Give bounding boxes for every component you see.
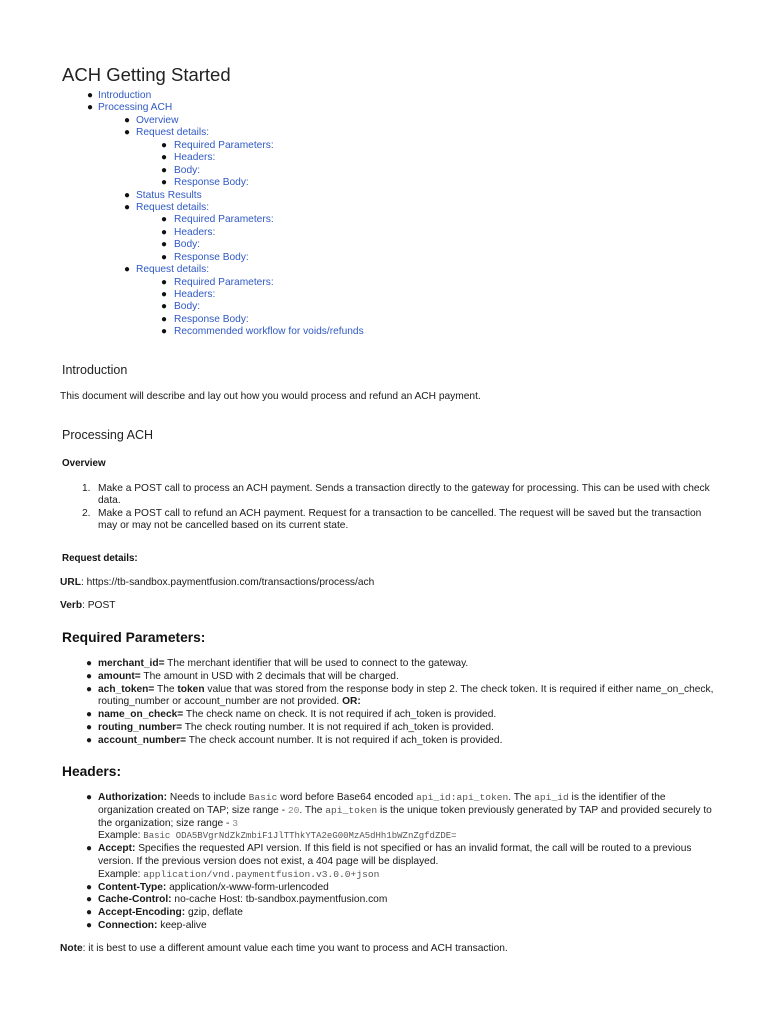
toc-item — [0, 190, 770, 202]
header-label: Content-Type: — [98, 881, 167, 893]
example-label: Example: — [98, 830, 144, 842]
header-value: gzip, deflate — [185, 907, 243, 919]
toc-item — [0, 214, 770, 226]
toc-link[interactable]: Request details: — [136, 201, 210, 213]
toc-item — [0, 202, 770, 214]
toc-link[interactable]: Required Parameters: — [174, 214, 274, 226]
bullet-icon: ● — [161, 177, 168, 189]
parameter-item — [62, 684, 722, 710]
verb-value: : POST — [82, 600, 116, 611]
example-value: application/vnd.paymentfusion.v3.0.0+json — [143, 868, 380, 880]
bullet-icon: ● — [161, 239, 168, 251]
header-text: Specifies the requested API version. If this field is not specified or has an invalid format, the call will be routed to a previous version. If the previous version does not exist, a 404 page will be displayed. — [98, 843, 692, 867]
parameter-description: The check account number. It is not required if ach_token is provided. — [186, 734, 503, 746]
bullet-icon: ● — [86, 670, 93, 682]
toc-link[interactable]: Required Parameters: — [174, 139, 274, 151]
toc-item — [0, 115, 770, 127]
parameter-description: The check routing number. It is not required if ach_token is provided. — [182, 721, 494, 733]
toc-item — [0, 239, 770, 251]
parameter-description: The check name on check. It is not required if ach_token is provided. — [183, 709, 497, 721]
parameter-name: routing_number= — [98, 721, 183, 733]
overview-heading: Overview — [62, 458, 106, 469]
header-label: Accept: — [98, 843, 136, 855]
bullet-icon: ● — [124, 114, 131, 126]
toc-link[interactable]: Request details: — [136, 264, 210, 276]
header-text: is the identifier of the organization created on TAP; size range - — [98, 792, 666, 816]
toc-link[interactable]: Headers: — [174, 152, 216, 164]
step-item — [62, 508, 712, 533]
step-item — [62, 483, 712, 508]
toc-item — [0, 227, 770, 239]
bullet-icon: ● — [161, 276, 168, 288]
bullet-icon: ● — [161, 139, 168, 151]
toc-link[interactable]: Overview — [136, 114, 179, 126]
note-text: : it is best to use a different amount value each time you want to process and ACH transaction. — [82, 943, 508, 954]
toc-link[interactable]: Response Body: — [174, 313, 249, 325]
bullet-icon: ● — [86, 881, 93, 893]
bullet-icon: ● — [86, 919, 93, 931]
header-label: Cache-Control: — [98, 894, 172, 906]
toc-item — [0, 314, 770, 326]
toc-item — [0, 165, 770, 177]
toc-item — [0, 152, 770, 164]
bullet-icon: ● — [86, 709, 93, 721]
toc-item — [0, 264, 770, 276]
bullet-icon: ● — [87, 90, 94, 101]
bullet-icon: ● — [86, 843, 93, 855]
request-details-heading: Request details: — [62, 553, 138, 564]
toc-link[interactable]: Body: — [174, 301, 201, 313]
header-item-connection — [62, 920, 712, 933]
verb-line — [60, 600, 116, 613]
bullet-icon: ● — [86, 792, 93, 803]
toc-item — [0, 90, 770, 102]
bullet-icon: ● — [161, 326, 168, 338]
header-item-content-type — [62, 882, 712, 895]
page-title: ACH Getting Started — [62, 64, 231, 85]
header-text: word before Base64 encoded — [277, 792, 417, 803]
bullet-icon: ● — [161, 301, 168, 313]
step-number: 1. — [82, 483, 91, 494]
bullet-icon: ● — [86, 907, 93, 919]
toc-link[interactable]: Headers: — [174, 289, 216, 300]
header-item-cache-control — [62, 894, 712, 907]
parameter-item — [62, 735, 722, 748]
parameter-name: ach_token= — [98, 683, 155, 695]
introduction-heading: Introduction — [62, 363, 128, 377]
parameter-name: merchant_id= — [98, 658, 165, 669]
parameter-description: The — [154, 683, 178, 695]
bullet-icon: ● — [124, 201, 131, 213]
header-value: keep-alive — [157, 919, 207, 931]
toc-link[interactable]: Response Body: — [174, 251, 249, 263]
toc-item — [0, 289, 770, 301]
toc-item — [0, 277, 770, 289]
header-label: Accept-Encoding: — [98, 907, 186, 919]
toc-link[interactable]: Headers: — [174, 226, 216, 238]
url-value: : https://tb-sandbox.paymentfusion.com/transactions/process/ach — [80, 577, 375, 588]
step-number: 2. — [82, 507, 91, 519]
parameter-item — [62, 709, 722, 722]
overview-steps — [62, 483, 712, 533]
headers-list — [62, 792, 712, 933]
toc-item — [0, 301, 770, 313]
header-text: is the unique token previously generated by TAP and provided securely to the organization; size range - — [98, 804, 712, 829]
code-snippet: api_token — [325, 804, 378, 816]
toc-item — [0, 102, 770, 114]
parameter-name: name_on_check= — [98, 709, 184, 721]
bullet-icon: ● — [86, 721, 93, 733]
verb-label: Verb — [60, 600, 83, 611]
bullet-icon: ● — [86, 658, 93, 669]
bullet-icon: ● — [161, 152, 168, 164]
step-text: Make a POST call to process an ACH payment. Sends a transaction directly to the gateway for processing. This can be used with check data. — [98, 483, 710, 507]
toc-link[interactable]: Body: — [174, 164, 201, 176]
bullet-icon: ● — [124, 264, 131, 276]
toc-item — [0, 252, 770, 264]
table-of-contents — [0, 90, 770, 339]
bullet-icon: ● — [86, 894, 93, 906]
header-text: . The — [299, 804, 326, 816]
example-label: Example: — [98, 868, 144, 880]
step-text: Make a POST call to refund an ACH payment. Request for a transaction to be cancelled. The request will be saved but the transaction may or may not be cancelled based on its current state. — [98, 507, 702, 532]
code-snippet: Basic — [248, 792, 278, 803]
bullet-icon: ● — [86, 683, 93, 695]
bullet-icon: ● — [86, 734, 93, 746]
toc-link[interactable]: Body: — [174, 239, 201, 251]
header-item-accept — [62, 843, 712, 881]
url-label: URL — [60, 577, 81, 588]
toc-link[interactable]: Processing ACH — [98, 102, 173, 114]
bullet-icon: ● — [161, 313, 168, 325]
example-value: Basic ODA5BVgrNdZkZmbiF1JlTThkYTA2eG00MzA5dHh1bWZnZgfdZDE= — [143, 831, 457, 842]
toc-item — [0, 140, 770, 152]
bullet-icon: ● — [161, 226, 168, 238]
bullet-icon: ● — [161, 164, 168, 176]
header-item-authorization — [62, 792, 712, 843]
toc-item — [0, 326, 770, 338]
parameter-item — [62, 671, 722, 684]
parameter-description: value that was stored from the response body in step 2. The check token. It is required if either name_on_check, routing_number or account_number are not provided. — [98, 683, 714, 708]
header-value: application/x-www-form-urlencoded — [166, 881, 329, 893]
toc-item — [0, 127, 770, 139]
size-value: 20 — [287, 804, 300, 816]
bullet-icon: ● — [161, 214, 168, 226]
bullet-icon: ● — [124, 127, 131, 139]
toc-item — [0, 177, 770, 189]
size-value: 3 — [232, 817, 238, 829]
parameter-name: account_number= — [98, 734, 187, 746]
processing-heading: Processing ACH — [62, 428, 154, 442]
parameter-description: The amount in USD with 2 decimals that will be charged. — [140, 670, 399, 682]
parameter-item — [62, 722, 722, 735]
toc-link[interactable]: Status Results — [136, 189, 202, 201]
parameter-emphasis: token — [177, 683, 205, 695]
introduction-text: This document will describe and lay out how you would process and refund an ACH payment. — [60, 391, 481, 402]
required-parameters-list — [62, 658, 722, 748]
bullet-icon: ● — [161, 251, 168, 263]
header-text: Needs to include — [167, 792, 249, 803]
toc-link[interactable]: Request details: — [136, 127, 210, 139]
note-line — [60, 943, 508, 956]
code-snippet: api_id — [534, 792, 569, 803]
code-snippet: api_id:api_token — [416, 792, 509, 803]
parameter-item — [62, 658, 722, 671]
header-label: Authorization: — [98, 792, 168, 803]
header-value: no-cache Host: tb-sandbox.paymentfusion.com — [171, 894, 388, 906]
toc-link[interactable]: Required Parameters: — [174, 276, 274, 288]
header-item-accept-encoding — [62, 907, 712, 920]
bullet-icon: ● — [161, 289, 168, 300]
toc-link[interactable]: Introduction — [98, 90, 152, 101]
bullet-icon: ● — [124, 189, 131, 201]
toc-link[interactable]: Recommended workflow for voids/refunds — [174, 326, 364, 338]
parameter-description: The merchant identifier that will be used to connect to the gateway. — [164, 658, 469, 669]
header-label: Connection: — [98, 919, 158, 931]
required-parameters-heading: Required Parameters: — [62, 630, 206, 645]
toc-link[interactable]: Response Body: — [174, 177, 249, 189]
url-line — [60, 577, 374, 590]
header-text: . The — [508, 792, 535, 803]
bullet-icon: ● — [87, 102, 94, 114]
parameter-or: OR: — [342, 696, 361, 708]
note-label: Note — [60, 943, 83, 954]
headers-heading: Headers: — [62, 764, 122, 779]
parameter-name: amount= — [98, 670, 141, 682]
